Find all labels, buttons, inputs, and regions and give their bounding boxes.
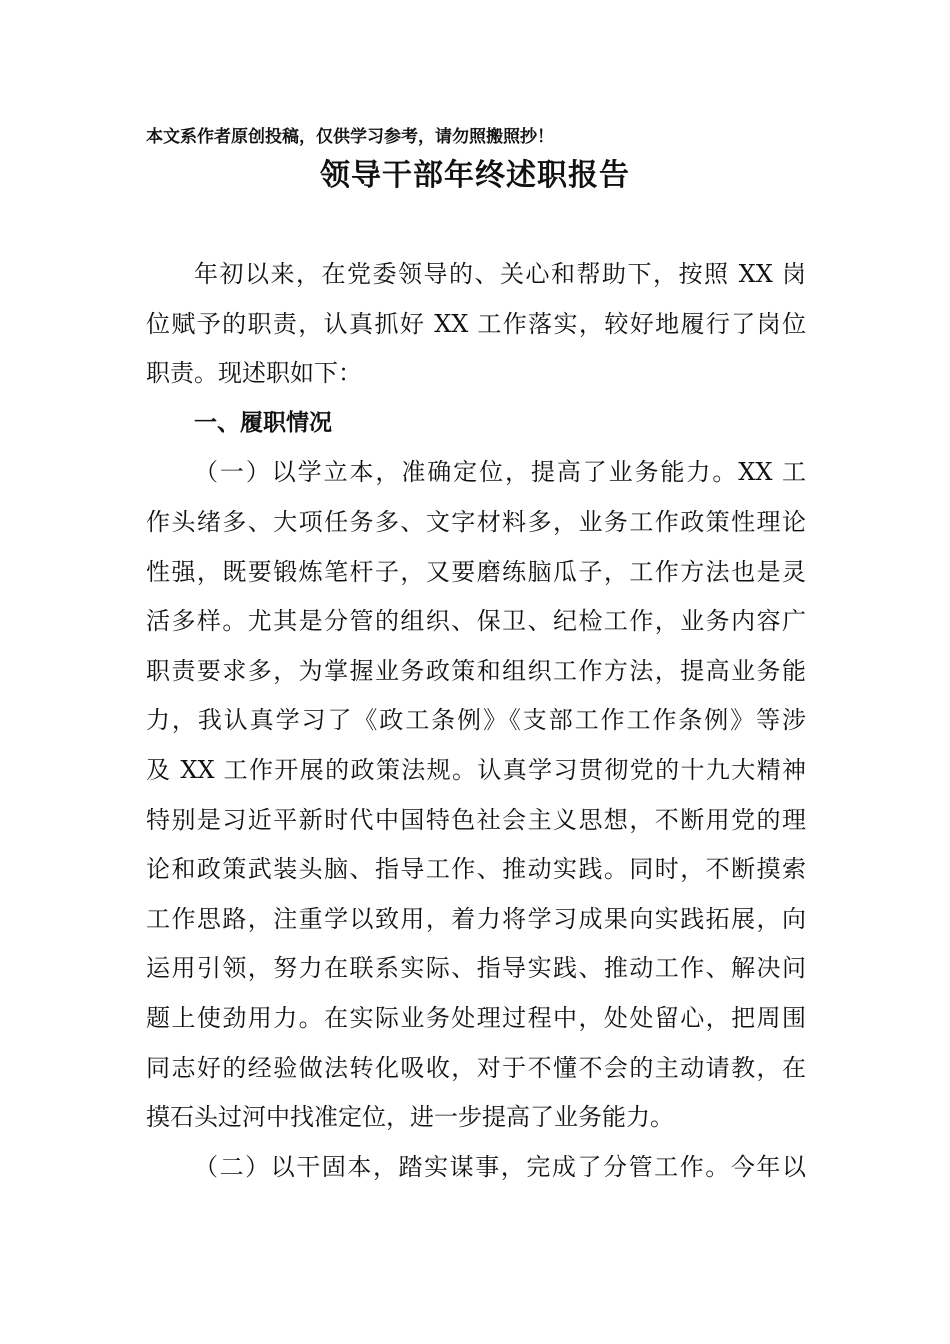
paragraph-line: 职责。现述职如下：	[146, 359, 362, 388]
paragraph-line: （二）以干固本，踏实谋事，完成了分管工作。今年以	[194, 1152, 806, 1181]
paragraph-line: 性强，既要锻炼笔杆子，又要磨练脑瓜子，工作方法也是灵	[146, 557, 806, 586]
document-body	[146, 250, 806, 1192]
paragraph-line: 及 XX 工作开展的政策法规。认真学习贯彻党的十九大精神	[146, 755, 806, 784]
paragraph-line: 同志好的经验做法转化吸收，对于不懂不会的主动请教，在	[146, 1053, 806, 1082]
paragraph-line: 作头绪多、大项任务多、文字材料多，业务工作政策性理论	[146, 507, 806, 536]
paragraph-line: 题上使劲用力。在实际业务处理过程中，处处留心，把周围	[146, 1003, 806, 1032]
paragraph-line: 年初以来，在党委领导的、关心和帮助下，按照 XX 岗	[194, 260, 806, 288]
paragraph-line: 力，我认真学习了《政工条例》《支部工作工作条例》等涉	[146, 706, 806, 735]
section-heading: 一、履职情况	[194, 409, 332, 436]
paragraph-line: 职责要求多，为掌握业务政策和组织工作方法，提高业务能	[146, 656, 806, 685]
paragraph-line: 位赋予的职责，认真抓好 XX 工作落实，较好地履行了岗位	[146, 309, 806, 338]
paragraph-line: （一）以学立本，准确定位，提高了业务能力。XX 工	[194, 458, 806, 487]
document-title: 领导干部年终述职报告	[320, 158, 630, 193]
paragraph-line: 摸石头过河中找准定位，进一步提高了业务能力。	[146, 1103, 674, 1132]
copyright-notice: 本文系作者原创投稿，仅供学习参考，请勿照搬照抄！	[146, 127, 554, 147]
paragraph-line: 运用引领，努力在联系实际、指导实践、推动工作、解决问	[146, 954, 806, 983]
paragraph-line: 特别是习近平新时代中国特色社会主义思想，不断用党的理	[146, 805, 806, 834]
paragraph-line: 活多样。尤其是分管的组织、保卫、纪检工作，业务内容广	[146, 607, 806, 636]
paragraph-line: 工作思路，注重学以致用，着力将学习成果向实践拓展，向	[146, 904, 806, 933]
paragraph-line: 论和政策武装头脑、指导工作、推动实践。同时，不断摸索	[146, 855, 806, 884]
